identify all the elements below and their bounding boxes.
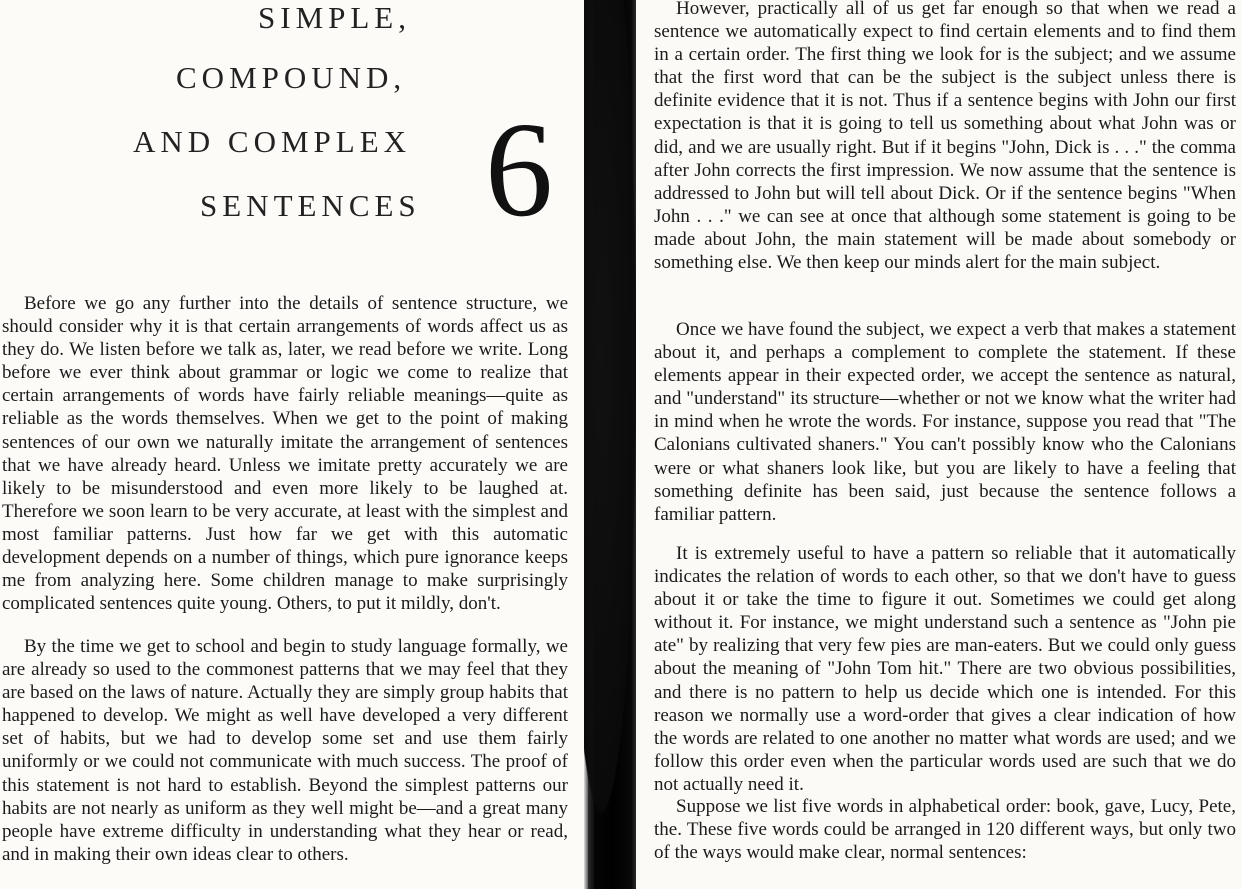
right-page — [636, 0, 1242, 889]
chapter-title-line-2: COMPOUND, — [176, 60, 407, 95]
book-gutter — [584, 0, 642, 889]
right-paragraph-3: It is extremely useful to have a pattern so reliable that it automatically indicates the relation of words to each other, so that we don't have to guess about it or take the time to figure it out. Sometimes we could get along without it. For instance, we might understand such a sentence as "John pie ate" by realizing that very few pies are man-eaters. But we could only guess about the meaning of "John Tom hit." There are two obvious possibilities, and there is no pattern to help us decide which one is intended. For this reason we normally use a word-order that gives a clear indication of how the words are related to one another no matter what words are used; and we follow this order even when the particular words used are such that we do not actually need it. — [654, 543, 1236, 795]
right-paragraph-2: Once we have found the subject, we expect a verb that makes a statement about it, and perhaps a complement to complete the statement. If these elements appear in their expected order, we accept the sentence as natural, and "understand" its structure—whether or not we know what the writer had in mind when he wrote the words. For instance, suppose you read that "The Calonians cultivated shaners." You can't possibly know who the Calonians were or what shaners look like, but you are likely to have a feeling that something definite has been said, just because the sentence follows a familiar pattern. — [654, 319, 1236, 525]
left-page — [0, 0, 590, 889]
left-paragraph-1: Before we go any further into the details of sentence structure, we should consider why it is that certain arrangements of words affect us as they do. We listen before we talk as, later, we read before we write. Long before we ever think about grammar or logic we come to realize that certain arrangements of words have fairly reliable meanings—quite as reliable as the words themselves. When we get to the point of making sentences of our own we naturally imitate the arrangement of sentences that we have already heard. Unless we imitate pretty accurately we are likely to be misunderstood and even more likely to be laughed at. Therefore we soon learn to be very accurate, at least with the simplest and most familiar patterns. Just how far we get with this automatic development depends on a number of things, which pure ignorance keeps me from analyzing here. Some children manage to make surprisingly complicated sentences quite young. Others, to put it mildly, don't. — [2, 293, 568, 615]
right-paragraph-4: Suppose we list five words in alphabetical order: book, gave, Lucy, Pete, the. These five words could be arranged in 120 different ways, but only two of the ways would make clear, normal sentences: — [654, 796, 1236, 864]
chapter-title-line-1: SIMPLE, — [258, 0, 411, 35]
chapter-title-line-3: AND COMPLEX — [133, 124, 412, 159]
chapter-number: 6 — [485, 95, 553, 245]
chapter-title-line-4: SENTENCES — [200, 188, 421, 223]
left-paragraph-2: By the time we get to school and begin to study language formally, we are already so used to the commonest patterns that we may feel that they are based on the laws of nature. Actually they are simply group habits that happened to develop. We might as well have developed a very different set of habits, but we had to develop some set and use them fairly uniformly or we could not communicate with much success. The proof of this statement is not hard to establish. Beyond the simplest patterns our habits are not nearly as uniform as they well might be—and a great many people have extreme difficulty in understanding what they hear or read, and in making their own ideas clear to others. — [2, 636, 568, 865]
right-paragraph-1: However, practically all of us get far enough so that when we read a sentence we automatically expect to find certain elements and to find them in a certain order. The first thing we look for is the subject; and we assume that the first word that can be the subject is the subject unless there is definite evidence that it is not. Thus if a sentence begins with John our first expectation is that it is going to tell us something about what John was or did, and we are usually right. But if it begins "John, Dick is . . ." the comma after John corrects the first impression. We now assume that the sentence is addressed to John but will tell about Dick. Or if the sentence begins "When John . . ." we can see at once that although some statement is going to be made about John, the main statement will be made about somebody or something else. We then keep our minds alert for the main subject. — [654, 0, 1236, 274]
